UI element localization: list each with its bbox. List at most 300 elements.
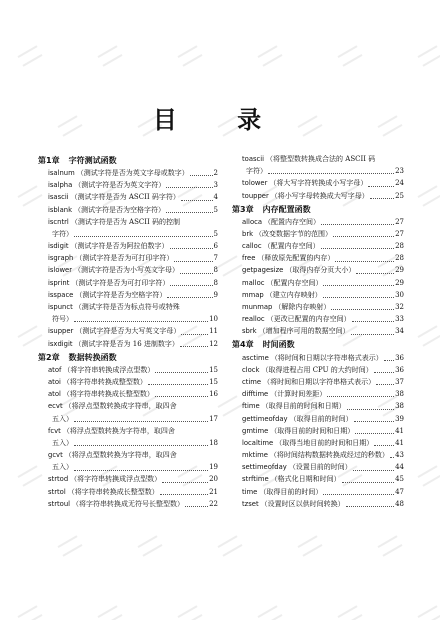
page-number: 36: [395, 365, 404, 374]
function-description: （将字符串转换成浮点型数）: [70, 475, 162, 484]
toc-entry: [38, 498, 218, 510]
toc-entry: [232, 153, 404, 165]
toc-entry-text: [242, 216, 320, 228]
toc-entry: [38, 216, 218, 228]
function-name: tzset: [242, 499, 259, 508]
leader-dots: [390, 457, 394, 458]
function-name: calloc: [242, 242, 262, 251]
function-name: atol: [48, 390, 61, 399]
function-description: （取得内存分页大小）: [285, 266, 356, 275]
toc-entry: [38, 338, 218, 350]
toc-entry-text: [242, 313, 351, 325]
toc-entry-text: [242, 352, 383, 364]
page-number: 7: [213, 254, 218, 263]
function-name: ecvt: [48, 402, 63, 411]
toc-entry-text: [48, 376, 147, 388]
toc-entry-text: [242, 325, 350, 337]
function-name: mmap: [242, 290, 264, 299]
function-name: alloca: [242, 217, 263, 226]
function-name: islower: [48, 266, 73, 275]
function-description: （将浮点型数转换为字符串，取四舍: [62, 426, 175, 435]
leader-dots: [268, 173, 394, 174]
toc-entry-text: [242, 486, 322, 498]
function-name: strtol: [48, 487, 66, 496]
leader-dots: [351, 334, 394, 335]
leader-dots: [333, 236, 394, 237]
toc-entry: [232, 437, 404, 449]
page-number: 39: [395, 414, 404, 423]
function-description: 五入）: [52, 438, 73, 447]
page-number: 28: [395, 242, 404, 251]
toc-entry-text: [242, 473, 341, 485]
page-number: 37: [395, 377, 404, 386]
leader-dots: [74, 421, 208, 422]
watermark-mark: [137, 535, 162, 556]
leader-dots: [74, 445, 208, 446]
page-number: 38: [395, 402, 404, 411]
function-description: （释放原先配置的内存）: [257, 254, 335, 263]
leader-dots: [174, 261, 212, 262]
function-description: （将浮点型数转换为字符串，取四舍: [64, 451, 177, 460]
leader-dots: [155, 396, 208, 397]
page-number: 16: [209, 390, 218, 399]
leader-dots: [321, 224, 394, 225]
page-number: 25: [395, 191, 404, 200]
toc-entry: [232, 376, 404, 388]
toc-entry-text: [48, 289, 166, 301]
toc-entry: [232, 325, 404, 337]
function-name: strtoul: [48, 499, 71, 508]
toc-entry-text: [242, 498, 345, 510]
toc-entry-continuation: [232, 165, 404, 177]
page-number: 19: [209, 463, 218, 472]
toc-entry: [38, 204, 218, 216]
leader-dots: [180, 346, 208, 347]
toc-entry: [232, 301, 404, 313]
leader-dots: [181, 334, 208, 335]
function-description: （测试字符是否为 ASCII 码的控制: [70, 217, 181, 226]
function-description: （测试字符是否为可打印字符）: [71, 278, 170, 287]
function-description: （测试字符是否为英文字母或数字）: [76, 168, 189, 177]
page-number: 15: [209, 365, 218, 374]
toc-entry: [38, 400, 218, 412]
watermark-mark: [417, 325, 440, 346]
watermark-mark: [417, 465, 440, 486]
toc-entry-text: [242, 425, 354, 437]
toc-entry-text: [242, 252, 334, 264]
function-description: （测试字符是否为空格字符）: [74, 205, 166, 214]
function-name: atoi: [48, 377, 61, 386]
page-number: 33: [395, 315, 404, 324]
page-number: 8: [213, 266, 218, 275]
page-number: 48: [395, 499, 404, 508]
page-title: 目 录: [152, 106, 288, 134]
function-description: 字符）: [52, 229, 73, 238]
page-number: 28: [395, 254, 404, 263]
function-description: （配置内存空间）: [263, 242, 320, 251]
toc-entry-text: [242, 437, 373, 449]
function-name: gmtime: [242, 426, 269, 435]
function-name: asctime: [242, 353, 269, 362]
toc-entry-text: [242, 400, 346, 412]
watermark-mark: [337, 605, 362, 620]
page-number: 9: [213, 290, 218, 299]
function-name: clock: [242, 365, 260, 374]
toc-entry-text: [242, 364, 373, 376]
chapter-number: 第4章: [232, 340, 254, 350]
function-description: （取得目前的时间和日期）: [261, 402, 346, 411]
function-name: ftime: [242, 402, 260, 411]
function-description: （配置内存空间）: [266, 278, 323, 287]
toc-right-column: [232, 153, 404, 510]
leader-dots: [323, 494, 394, 495]
watermark-mark: [417, 605, 440, 620]
toc-entry-continuation: [38, 461, 218, 473]
page-number: 34: [395, 327, 404, 336]
toc-entry-text: [48, 498, 184, 510]
page-number: 20: [209, 475, 218, 484]
function-description: （改变数据字节的范围）: [255, 229, 333, 238]
function-name: getpagesize: [242, 266, 284, 275]
leader-dots: [370, 198, 394, 199]
toc-entry: [232, 364, 404, 376]
page-number: 23: [395, 167, 404, 176]
toc-entry-text: [48, 191, 180, 203]
watermark-mark: [217, 535, 242, 556]
toc-entry: [232, 449, 404, 461]
toc-entry-text: [242, 177, 367, 189]
watermark-mark: [97, 45, 122, 66]
toc-entry: [38, 167, 218, 179]
function-description: （测试字符是否为标点符号或特殊: [74, 303, 180, 312]
toc-entry: [232, 498, 404, 510]
toc-entry: [38, 179, 218, 191]
leader-dots: [346, 506, 394, 507]
function-description: （解除内存映射）: [274, 303, 331, 312]
watermark-mark: [17, 605, 42, 620]
function-description: （测试字符是否为英文字符）: [74, 181, 166, 190]
function-name: toascii: [242, 154, 265, 163]
toc-entry-text: [242, 376, 375, 388]
toc-entry: [38, 252, 218, 264]
leader-dots: [354, 421, 395, 422]
leader-dots: [323, 297, 394, 298]
toc-entry-text: [48, 473, 161, 485]
page-number: 5: [213, 229, 218, 238]
toc-entry-continuation: [38, 313, 218, 325]
chapter-title: 时间函数: [262, 340, 295, 350]
toc-entry: [232, 474, 404, 486]
toc-entry: [38, 388, 218, 400]
leader-dots: [323, 285, 394, 286]
function-name: atof: [48, 365, 62, 374]
page-number: 12: [209, 339, 218, 348]
leader-dots: [321, 248, 395, 249]
function-description: （测试字符是否为可打印字符）: [75, 254, 174, 263]
leader-dots: [166, 187, 212, 188]
function-name: munmap: [242, 303, 273, 312]
function-name: isblank: [48, 205, 73, 214]
page-number: 6: [213, 242, 218, 251]
page-number: 29: [395, 278, 404, 287]
function-name: malloc: [242, 278, 265, 287]
leader-dots: [166, 212, 212, 213]
toc-entry-text: [242, 301, 330, 313]
function-name: isalpha: [48, 181, 73, 190]
toc-entry: [232, 313, 404, 325]
leader-dots: [180, 273, 213, 274]
chapter-title: 数据转换函数: [68, 352, 117, 362]
function-description: 五入）: [52, 463, 73, 472]
toc-entry: [38, 265, 218, 277]
page-number: 4: [213, 193, 218, 202]
toc-entry-text: [242, 449, 389, 461]
page-number: 17: [209, 414, 218, 423]
toc-entry-text: [48, 364, 154, 376]
toc-entry: [38, 425, 218, 437]
function-description: （将整型数转换成合法的 ASCII 码: [266, 154, 376, 163]
function-description: （将大写字符转换成小写字母）: [269, 179, 368, 188]
page-number: 38: [395, 390, 404, 399]
function-description: 符号）: [52, 315, 73, 324]
function-description: （将小写字母转换成大写字母）: [270, 191, 369, 200]
watermark-mark: [17, 45, 42, 66]
leader-dots: [162, 482, 208, 483]
leader-dots: [181, 200, 213, 201]
function-description: （取得进程占用 CPU 的大约时间）: [261, 365, 373, 374]
function-description: （取得当地目前的时间和日期）: [275, 438, 374, 447]
toc-entry: [232, 228, 404, 240]
toc-entry: [232, 252, 404, 264]
toc-entry: [232, 461, 404, 473]
page-number: 3: [213, 181, 218, 190]
page-number: 41: [395, 438, 404, 447]
function-name: gettimeofday: [242, 414, 288, 423]
toc-entry: [232, 177, 404, 189]
page-number: 15: [209, 377, 218, 386]
function-name: isdigit: [48, 242, 69, 251]
page-number: 24: [395, 179, 404, 188]
function-description: （将字符串转换成长整型数）: [67, 487, 159, 496]
toc-entry-text: [48, 277, 169, 289]
toc-entry-text: [48, 216, 180, 228]
function-description: （取得目前的时间和日期）: [270, 426, 355, 435]
chapter-heading: [38, 350, 218, 364]
toc-entry-text: [48, 240, 169, 252]
function-description: （配置内存空间）: [264, 217, 321, 226]
toc-entry: [232, 265, 404, 277]
watermark-mark: [97, 605, 122, 620]
toc-entry-text: [242, 289, 322, 301]
chapter-number: 第2章: [38, 352, 60, 362]
function-description: （计算时间差距）: [270, 390, 327, 399]
function-description: （测试字符是否为小写英文字母）: [74, 266, 180, 275]
toc-entry-text: [48, 301, 180, 313]
toc-left-column: [38, 153, 218, 510]
function-name: isupper: [48, 327, 74, 336]
watermark-mark: [177, 605, 202, 620]
toc-entry: [38, 325, 218, 337]
page-number: 11: [209, 327, 218, 336]
toc-entry: [38, 376, 218, 388]
page-number: 43: [395, 451, 404, 460]
toc-entry: [38, 277, 218, 289]
function-name: ctime: [242, 377, 262, 386]
leader-dots: [331, 309, 394, 310]
leader-dots: [384, 360, 394, 361]
function-name: time: [242, 487, 258, 496]
watermark-mark: [417, 185, 440, 206]
watermark-mark: [257, 605, 282, 620]
toc-entry-text: [242, 240, 320, 252]
function-name: isspace: [48, 290, 74, 299]
function-name: realloc: [242, 315, 265, 324]
toc-entry-text: [48, 325, 180, 337]
watermark-mark: [337, 45, 362, 66]
leader-dots: [185, 506, 208, 507]
page-number: 44: [395, 463, 404, 472]
toc-entry: [232, 352, 404, 364]
page-number: 36: [395, 353, 404, 362]
page-number: 22: [209, 499, 218, 508]
function-name: strftime: [242, 475, 269, 484]
leader-dots: [376, 384, 394, 385]
chapter-number: 第3章: [232, 204, 254, 214]
function-name: iscntrl: [48, 217, 69, 226]
page-number: 29: [395, 266, 404, 275]
function-name: isascii: [48, 193, 69, 202]
page-number: 45: [395, 475, 404, 484]
leader-dots: [368, 186, 394, 187]
page-number: 2: [213, 168, 218, 177]
leader-dots: [374, 445, 394, 446]
function-description: （测试字符是否为阿拉伯数字）: [70, 242, 169, 251]
toc-entry: [232, 400, 404, 412]
toc-entry-text: [48, 400, 177, 412]
toc-entry: [232, 413, 404, 425]
leader-dots: [355, 433, 394, 434]
toc-entry-text: [48, 264, 179, 276]
function-name: fcvt: [48, 426, 61, 435]
chapter-heading: [38, 153, 218, 167]
function-description: 五入）: [52, 414, 73, 423]
toc-entry: [232, 216, 404, 228]
function-description: （将浮点型数转换成字符串，取四舍: [64, 402, 177, 411]
chapter-number: 第1章: [38, 155, 60, 165]
toc-entry-text: [242, 277, 322, 289]
leader-dots: [347, 409, 394, 410]
function-description: （取得目前的时间）: [259, 487, 323, 496]
watermark-mark: [297, 535, 322, 556]
function-description: （设置时区以供时间转换）: [260, 499, 345, 508]
toc-entry-continuation: [38, 413, 218, 425]
function-description: （测试字符是否为大写英文字母）: [75, 327, 181, 336]
toc-entry: [38, 289, 218, 301]
toc-entry-text: [48, 425, 175, 437]
toc-entry-text: [48, 204, 165, 216]
toc-entry: [232, 425, 404, 437]
function-description: （将时间和日期以字符串格式表示）: [263, 377, 376, 386]
leader-dots: [356, 273, 394, 274]
watermark-mark: [417, 45, 440, 66]
toc-entry-text: [48, 388, 154, 400]
function-description: （格式化日期和时间）: [270, 475, 341, 484]
leader-dots: [170, 285, 212, 286]
function-description: （测试字符是否为 16 进制数字）: [74, 339, 179, 348]
page-number: 32: [395, 303, 404, 312]
function-description: （将字符串转换成无符号长整型数）: [72, 499, 185, 508]
function-description: （设置目前的时间）: [288, 463, 352, 472]
toc-entry-text: [242, 153, 375, 165]
toc-entry: [38, 449, 218, 461]
function-name: brk: [242, 229, 254, 238]
toc-entry: [38, 474, 218, 486]
leader-dots: [160, 494, 208, 495]
toc-entry-text: [242, 264, 355, 276]
toc-entry-text: [48, 338, 179, 350]
toc-entry: [38, 240, 218, 252]
function-name: isprint: [48, 278, 70, 287]
leader-dots: [335, 261, 394, 262]
page-number: 41: [395, 426, 404, 435]
leader-dots: [352, 321, 394, 322]
leader-dots: [74, 236, 213, 237]
toc-entry: [38, 364, 218, 376]
function-name: settimeofday: [242, 463, 287, 472]
leader-dots: [148, 384, 208, 385]
chapter-heading: [232, 202, 404, 216]
function-name: gcvt: [48, 451, 63, 460]
chapter-title: 内存配置函数: [262, 204, 311, 214]
page-number: 21: [209, 487, 218, 496]
watermark-mark: [57, 535, 82, 556]
page-number: 47: [395, 487, 404, 496]
toc-entry: [38, 486, 218, 498]
toc-entry-text: [48, 167, 189, 179]
function-description: （建立内存映射）: [265, 290, 322, 299]
function-name: isalnum: [48, 168, 75, 177]
function-name: tolower: [242, 179, 268, 188]
toc-entry-text: [242, 461, 352, 473]
function-name: free: [242, 254, 256, 263]
toc-entry-continuation: [38, 437, 218, 449]
function-name: sbrk: [242, 327, 257, 336]
function-name: mktime: [242, 451, 268, 460]
function-name: strtod: [48, 475, 69, 484]
page-number: 8: [213, 278, 218, 287]
function-description: （测试字符是否为空格字符）: [75, 290, 167, 299]
page-number: 18: [209, 438, 218, 447]
function-description: （增加程序可用的数据空间）: [258, 327, 350, 336]
leader-dots: [170, 248, 213, 249]
leader-dots: [74, 470, 208, 471]
leader-dots: [74, 321, 208, 322]
function-description: 字符）: [246, 167, 267, 176]
page-number: 27: [395, 217, 404, 226]
leader-dots: [327, 396, 394, 397]
toc-entry-text: [242, 190, 369, 202]
toc-entry: [232, 388, 404, 400]
toc-entry-text: [48, 179, 165, 191]
page-number: 5: [213, 205, 218, 214]
toc-entry-text: [242, 413, 353, 425]
function-description: （取得目前的时间）: [289, 414, 353, 423]
leader-dots: [342, 482, 394, 483]
leader-dots: [155, 372, 208, 373]
chapter-title: 字符测试函数: [68, 155, 117, 165]
toc-entry: [232, 240, 404, 252]
function-description: （将时间和日期以字符串格式表示）: [270, 353, 383, 362]
